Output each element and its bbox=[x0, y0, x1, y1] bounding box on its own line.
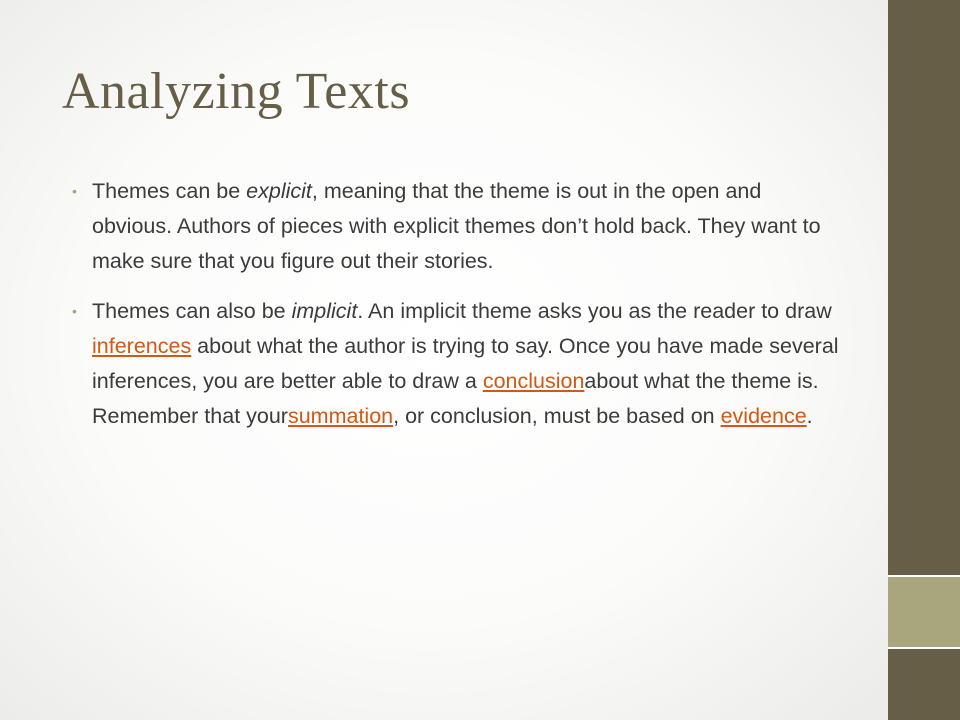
link-summation[interactable]: summation bbox=[287, 404, 394, 429]
bullet-item-implicit bbox=[72, 294, 842, 435]
emphasis-implicit: implicit bbox=[291, 298, 358, 323]
link-conclusion[interactable]: conclusion bbox=[482, 369, 585, 394]
bullet-text: , or conclusion, must be based on bbox=[393, 404, 721, 429]
link-inferences[interactable]: inferences bbox=[92, 333, 192, 358]
bullet-text: Themes can also be bbox=[92, 298, 292, 323]
side-bar-divider bbox=[888, 647, 960, 649]
bullet-item-explicit bbox=[72, 174, 842, 280]
side-bar-bottom bbox=[888, 648, 960, 720]
bullet-text: . bbox=[806, 404, 813, 429]
bullet-list bbox=[72, 174, 842, 448]
bullet-text: . An implicit theme asks you as the reader to draw bbox=[357, 298, 832, 323]
side-bar-middle bbox=[888, 576, 960, 648]
bullet-text: , meaning that the theme is out in the open and obvious. Authors of pieces with explicit themes don’t hold back. They want to make sure that you figure out their stories. bbox=[92, 179, 821, 274]
slide-title: Analyzing Texts bbox=[62, 63, 411, 120]
bullet-marker: • bbox=[72, 183, 77, 199]
bullet-text: Themes can be bbox=[92, 179, 247, 203]
side-bar-divider bbox=[888, 575, 960, 577]
side-bar-top bbox=[888, 0, 960, 576]
bullet-marker: • bbox=[72, 302, 77, 319]
bullet-text: about what the author is trying to say. Once you have made several inferences, you are better able to draw a bbox=[92, 333, 839, 394]
link-evidence[interactable]: evidence bbox=[720, 404, 807, 429]
emphasis-explicit: explicit bbox=[246, 179, 312, 203]
bullet-text: about what the theme is. Remember that your bbox=[92, 369, 819, 429]
